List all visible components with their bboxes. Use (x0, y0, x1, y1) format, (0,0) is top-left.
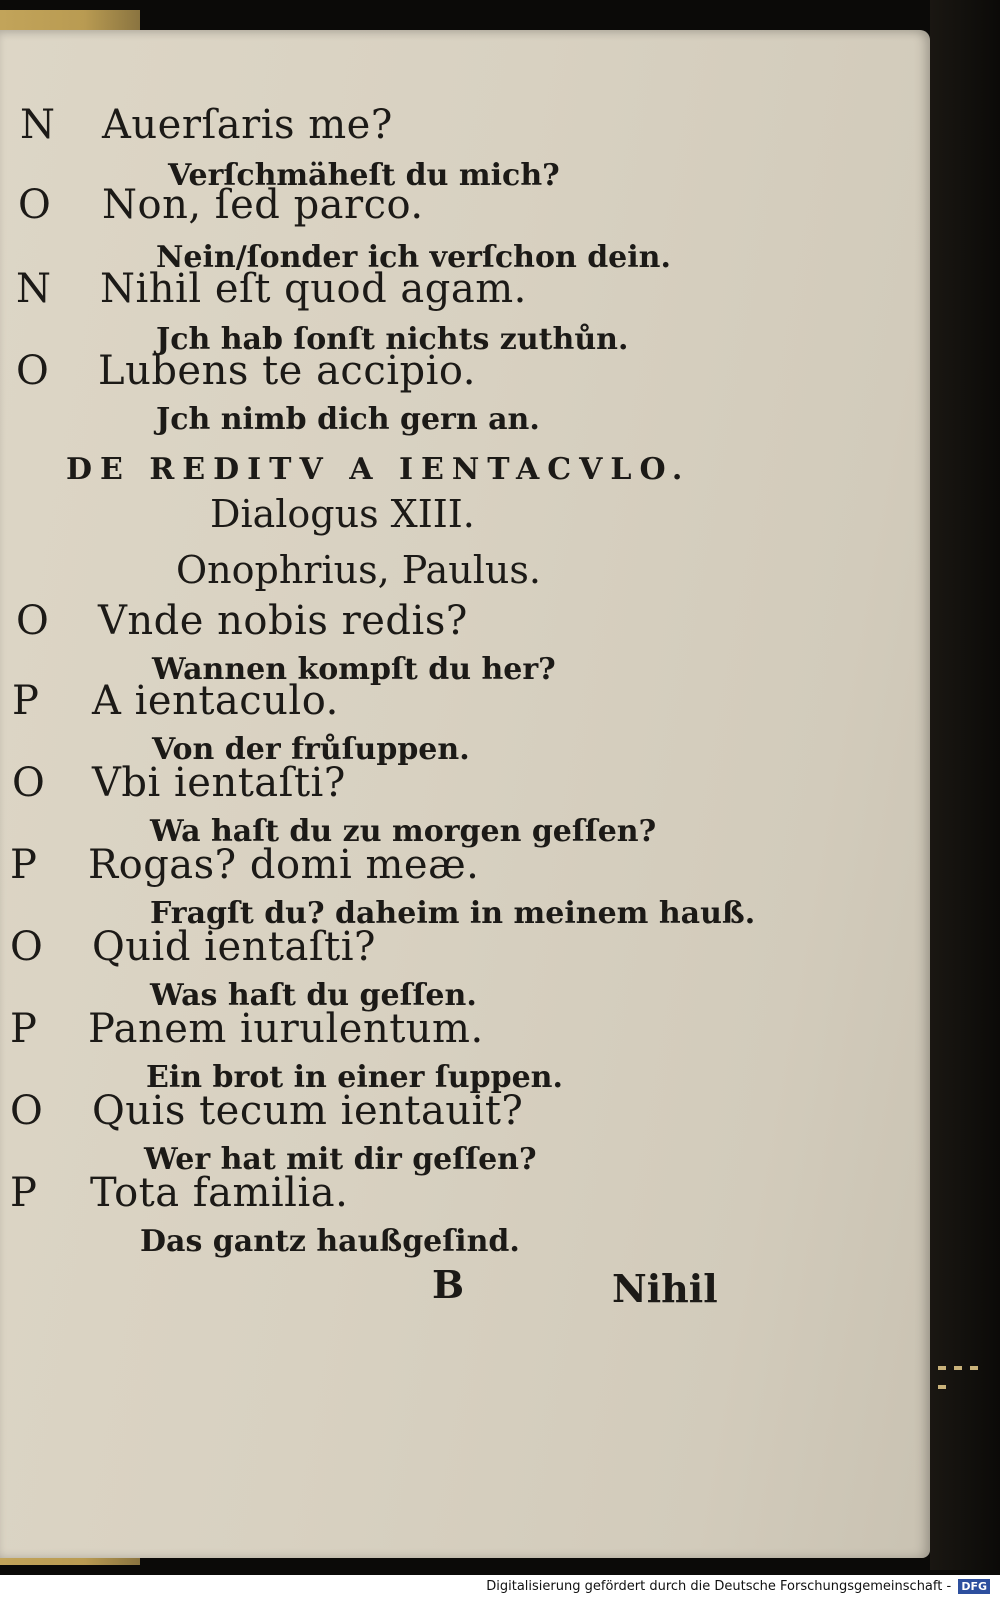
dashed-mark (938, 1355, 1000, 1361)
german-line: Jch hab ſonſt nichts zuthůn. (156, 322, 629, 357)
latin-line: Quis tecum ientauit? (92, 1088, 524, 1134)
german-line: Fragſt du? daheim in meinem hauß. (150, 896, 756, 931)
section-title: DE REDITV A IENTACVLO. (66, 452, 691, 487)
speaker-initial: O (18, 182, 51, 228)
latin-line: Vbi ientaſti? (92, 760, 346, 806)
latin-line: Quid ientaſti? (92, 924, 376, 970)
german-line: Verſchmäheſt du mich? (168, 158, 560, 193)
german-line: Wer hat mit dir geſſen? (144, 1142, 537, 1177)
german-line: Was haſt du geſſen. (150, 978, 477, 1013)
signature-mark: B (432, 1262, 465, 1307)
speaker-initial: O (10, 924, 43, 970)
speaker-initial: P (10, 1170, 37, 1216)
latin-line: Auerſaris me? (102, 102, 393, 148)
latin-line: Nihil eſt quod agam. (100, 266, 527, 312)
speaker-initial: P (10, 842, 37, 888)
footer-credit-text: Digitalisierung gefördert durch die Deutsche Forschungsgemeinschaft - (486, 1579, 952, 1594)
dfg-logo: DFG (958, 1579, 990, 1594)
speaker-initial: N (16, 266, 51, 312)
footer-credit (486, 1579, 990, 1594)
speaker-initial: O (12, 760, 45, 806)
participants: Onophrius, Paulus. (176, 548, 541, 592)
speaker-initial: P (12, 678, 39, 724)
latin-line: Tota familia. (90, 1170, 349, 1216)
german-line: Jch nimb dich gern an. (156, 402, 540, 437)
speaker-initial: P (10, 1006, 37, 1052)
scan-background (930, 0, 1000, 1570)
german-line: Das gantz haußgeſind. (140, 1224, 520, 1259)
book-page (0, 30, 930, 1558)
german-line: Wannen kompſt du her? (152, 652, 556, 687)
german-line: Ein brot in einer ſuppen. (146, 1060, 563, 1095)
latin-line: Lubens te accipio. (98, 348, 477, 394)
german-line: Nein/ſonder ich verſchon dein. (156, 240, 671, 275)
catchword: Nihil (612, 1266, 718, 1311)
german-line: Wa haſt du zu morgen geſſen? (150, 814, 657, 849)
latin-line: A ientaculo. (92, 678, 339, 724)
latin-line: Non, ſed parco. (102, 182, 424, 228)
german-line: Von der frůſuppen. (152, 732, 470, 767)
speaker-initial: O (16, 348, 49, 394)
speaker-initial: O (16, 598, 49, 644)
footer-bar (0, 1575, 1000, 1601)
latin-line: Panem iurulentum. (88, 1006, 484, 1052)
dialogue-number: Dialogus XIII. (210, 492, 475, 536)
speaker-initial: O (10, 1088, 43, 1134)
latin-line: Vnde nobis redis? (98, 598, 468, 644)
latin-line: Rogas? domi meæ. (88, 842, 480, 888)
speaker-initial: N (20, 102, 55, 148)
